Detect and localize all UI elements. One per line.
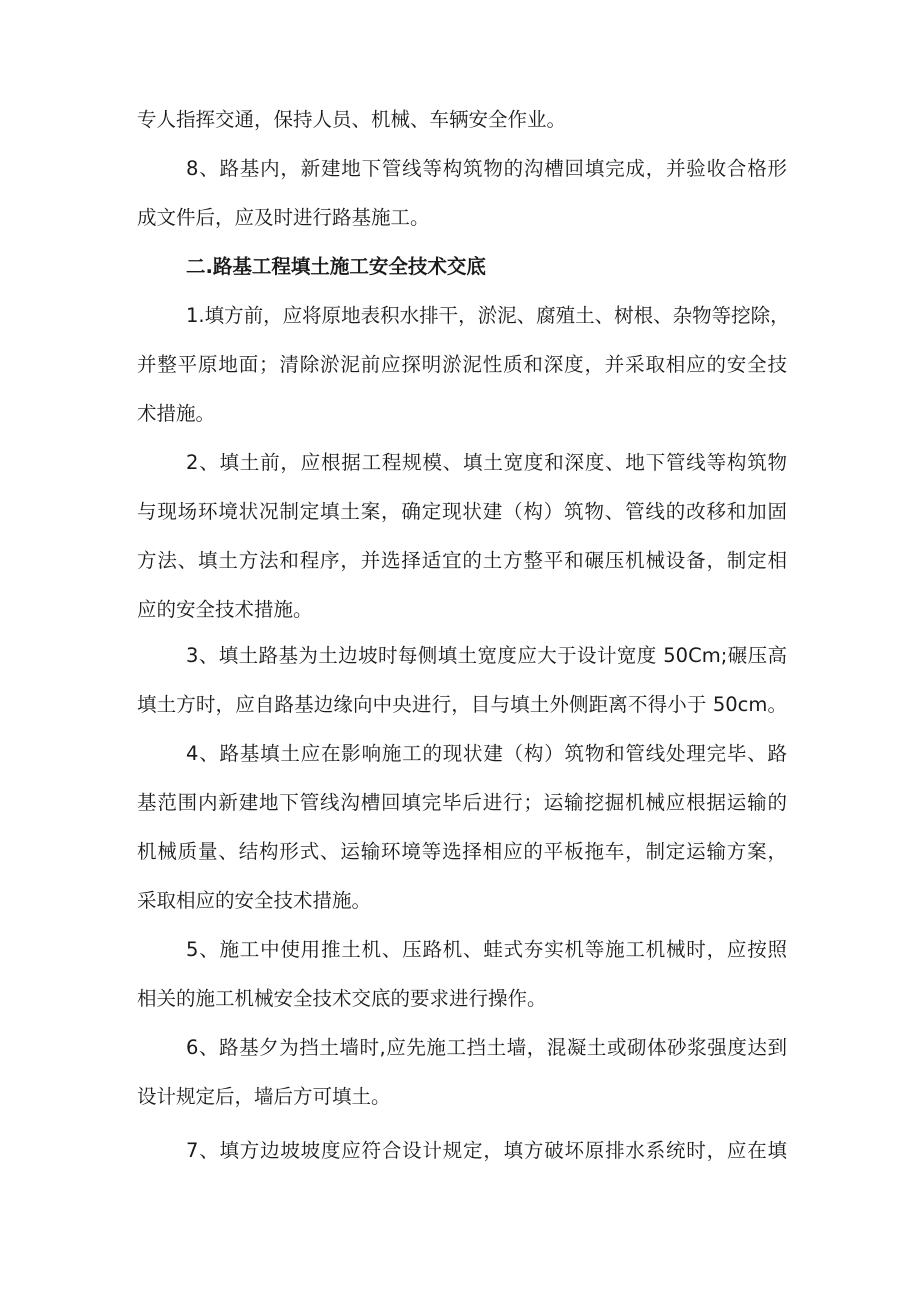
text-line: 方法、填土方法和程序，并选择适宜的土方整平和碾压机械设备，制定相 xyxy=(137,549,787,572)
text-line: 成文件后，应及时进行路基施工。 xyxy=(137,206,430,229)
text-line: 基范围内新建地下管线沟槽回填完毕后进行；运输挖掘机械应根据运输的 xyxy=(137,791,787,814)
text-line: 专人指挥交通，保持人员、机械、车辆安全作业。 xyxy=(137,108,567,131)
text-line: 7、填方边坡坡度应符合设计规定，填方破坏原排水系统时，应在填 xyxy=(186,1139,787,1162)
text-line: 4、路基填土应在影响施工的现状建（构）筑物和管线处理完毕、路 xyxy=(186,742,787,765)
text-line: 5、施工中使用推土机、压路机、蛙式夯实机等施工机械时，应按照 xyxy=(186,938,787,961)
text-line: 术措施。 xyxy=(137,402,216,425)
text-line: 采取相应的安全技术措施。 xyxy=(137,889,372,912)
text-line: 与现场环境状况制定填土案，确定现状建（构）筑物、管线的改移和加固 xyxy=(137,500,787,523)
text-line: 并整平原地面；清除淤泥前应探明淤泥性质和深度，并采取相应的安全技 xyxy=(137,353,787,376)
text-line: 6、路基夕为挡土墙时,应先施工挡土墙，混凝土或砌体砂浆强度达到 xyxy=(186,1036,787,1059)
text-line: 相关的施工机械安全技术交底的要求进行操作。 xyxy=(137,987,547,1010)
text-line: 2、填土前，应根据工程规模、填土宽度和深度、地下管线等构筑物 xyxy=(186,451,787,474)
text-line: 机械质量、结构形式、运输环境等选择相应的平板拖车，制定运输方案， xyxy=(137,840,787,863)
text-line: 设计规定后，墙后方可填土。 xyxy=(137,1085,391,1108)
section-heading: 二.路基工程填土施工安全技术交底 xyxy=(186,255,486,278)
text-line: 填土方时，应自路基边缘向中央进行，目与填土外侧距离不得小于 50cm。 xyxy=(137,693,787,716)
text-line: 应的安全技术措施。 xyxy=(137,598,313,621)
text-line: 3、填土路基为土边坡时每侧填土宽度应大于设计宽度 50Cm;碾压高 xyxy=(186,644,787,667)
text-line: 8、路基内，新建地下管线等构筑物的沟槽回填完成，并验收合格形 xyxy=(186,157,787,180)
text-line: 1.填方前，应将原地表积水排干，淤泥、腐殖土、树根、杂物等挖除， xyxy=(186,304,790,327)
